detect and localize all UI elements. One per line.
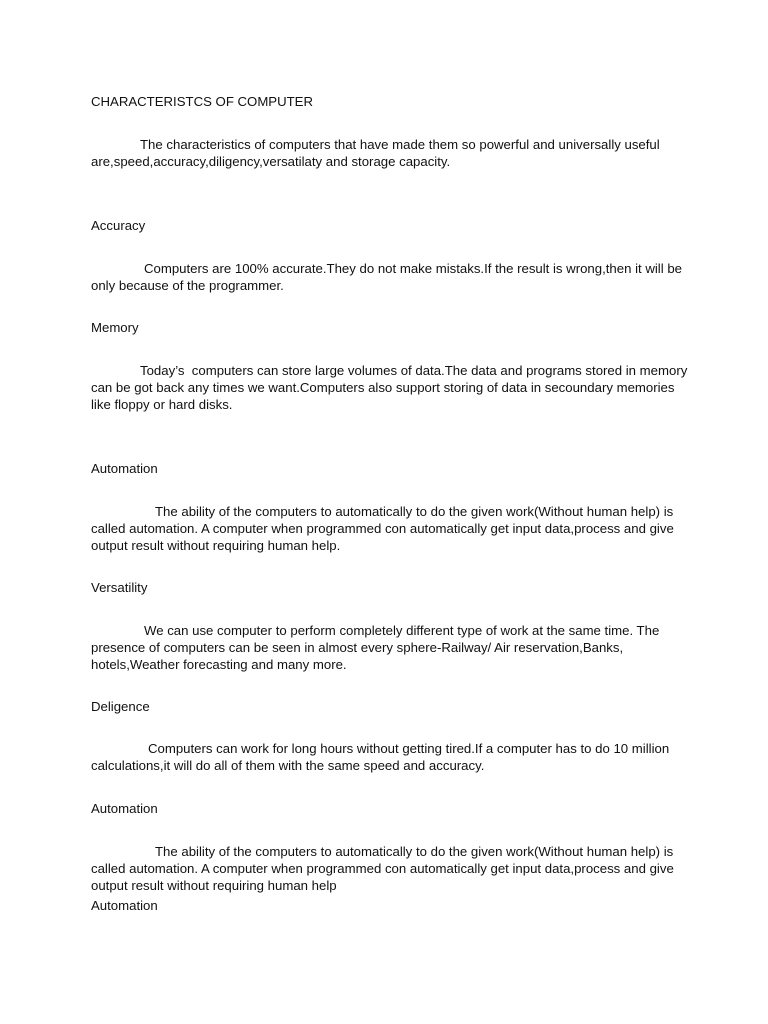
section-heading-deligence: Deligence [91, 699, 150, 714]
section-heading-automation-1: Automation [91, 461, 158, 476]
section-body-accuracy: Computers are 100% accurate.They do not make mistaks.If the result is wrong,then it will be only because of the programmer. [91, 261, 686, 293]
section-heading-memory: Memory [91, 320, 139, 335]
section-heading-automation-2: Automation [91, 801, 158, 816]
section-body-automation-1: The ability of the computers to automatically to do the given work(Without human help) is called automation. A computer when programmed con automatically get input data,process and give output result without requiring human help. [91, 504, 678, 553]
section-body-deligence: Computers can work for long hours without getting tired.If a computer has to do 10 million calculations,it will do all of them with the same speed and accuracy. [91, 741, 673, 773]
section-body-automation-2: The ability of the computers to automatically to do the given work(Without human help) is called automation. A computer when programmed con automatically get input data,process and give output result without requiring human help [91, 844, 678, 893]
section-body-memory: Today’s computers can store large volumes of data.The data and programs stored in memory can be got back any times we want.Computers also support storing of data in secoundary memories like floppy or hard disks. [91, 363, 691, 412]
section-heading-accuracy: Accuracy [91, 218, 146, 233]
intro-paragraph: The characteristics of computers that have made them so powerful and universally useful are,speed,accuracy,diligency,versatilaty and storage capacity. [91, 137, 664, 169]
section-heading-versatility: Versatility [91, 580, 148, 595]
section-heading-automation-3: Automation [91, 898, 158, 913]
section-body-versatility: We can use computer to perform completely different type of work at the same time. The presence of computers can be seen in almost every sphere-Railway/ Air reservation,Banks, hotels,Weather forecasting and many more. [91, 623, 663, 672]
document-title: CHARACTERISTCS OF COMPUTER [91, 94, 313, 109]
